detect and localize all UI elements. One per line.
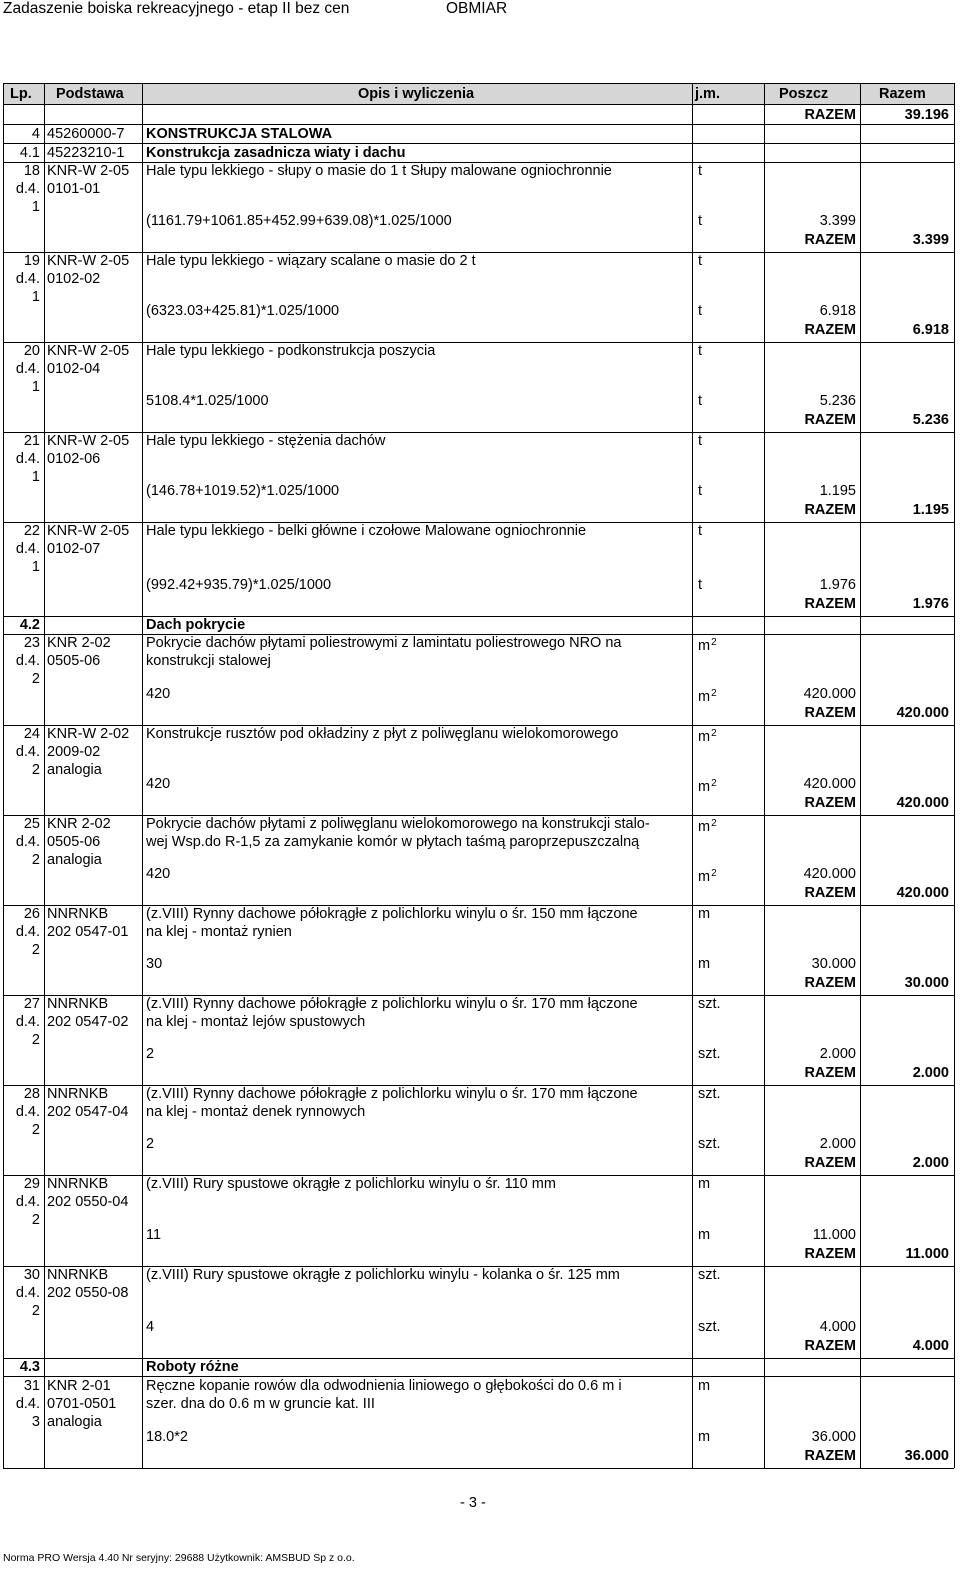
item-basis: KNR 2-01: [47, 1378, 111, 1394]
item-basis: KNR-W 2-02: [47, 726, 130, 742]
item-quantity: 420.000: [803, 776, 856, 792]
top-razem-label: RAZEM: [804, 107, 856, 123]
item-unit: $m^2$: [698, 728, 717, 745]
item-description: Pokrycie dachów płytami poliestrowymi z lamintatu poliestrowego NRO na: [146, 635, 622, 651]
item-number: 27: [23, 996, 40, 1012]
column-header-opis: Opis i wyliczenia: [358, 86, 475, 102]
item-basis: NNRNKB: [47, 1267, 109, 1283]
row-divider: [3, 1468, 954, 1469]
item-number: 24: [23, 726, 40, 742]
item-basis: KNR-W 2-05: [47, 343, 130, 359]
item-quantity: 6.918: [819, 303, 856, 319]
item-number: 28: [23, 1086, 40, 1102]
item-calc-unit: $m^2$: [698, 868, 717, 885]
item-prefix: d.4.: [15, 834, 40, 850]
item-quantity: 1.976: [819, 577, 856, 593]
item-suffix: 2: [31, 762, 40, 778]
column-divider: [3, 83, 4, 1468]
item-quantity: 3.399: [819, 213, 856, 229]
item-basis-code: 0505-06: [47, 653, 101, 669]
item-basis-note: analogia: [47, 762, 102, 778]
column-header-jm: j.m.: [695, 86, 720, 102]
razem-value: 30.000: [904, 975, 949, 991]
item-calculation: 18.0*2: [146, 1429, 188, 1445]
row-divider: [3, 616, 954, 617]
item-basis: NNRNKB: [47, 1176, 109, 1192]
item-basis: KNR-W 2-05: [47, 163, 130, 179]
razem-value: 2.000: [912, 1155, 949, 1171]
item-number: 29: [23, 1176, 40, 1192]
column-header-poszcz: Poszcz: [779, 86, 829, 102]
section-number: 4: [31, 126, 40, 142]
item-unit: t: [698, 523, 703, 539]
item-unit: m: [698, 906, 711, 922]
item-description-cont: na klej - montaż denek rynnowych: [146, 1104, 366, 1120]
document-title: Zadaszenie boiska rekreacyjnego - etap II bez cen: [3, 0, 350, 17]
item-suffix: 2: [31, 942, 40, 958]
item-description: Hale typu lekkiego - słupy o masie do 1 t Słupy malowane ogniochronnie: [146, 163, 612, 179]
razem-value: 420.000: [896, 705, 949, 721]
column-divider: [142, 83, 143, 1468]
razem-label: RAZEM: [804, 885, 856, 901]
item-unit: m: [698, 1378, 711, 1394]
razem-label: RAZEM: [804, 1155, 856, 1171]
razem-label: RAZEM: [804, 502, 856, 518]
item-description: (z.VIII) Rynny dachowe półokrągłe z polichlorku winylu o śr. 170 mm łączone: [146, 996, 638, 1012]
razem-label: RAZEM: [804, 596, 856, 612]
item-quantity: 2.000: [819, 1046, 856, 1062]
razem-value: 5.236: [912, 412, 949, 428]
item-basis: KNR-W 2-05: [47, 523, 130, 539]
item-basis-code: 0102-04: [47, 361, 101, 377]
item-unit: szt.: [698, 1267, 721, 1283]
item-calculation: 420: [146, 776, 171, 792]
razem-label: RAZEM: [804, 412, 856, 428]
item-suffix: 1: [31, 379, 40, 395]
item-calculation: (146.78+1019.52)*1.025/1000: [146, 483, 340, 499]
razem-label: RAZEM: [804, 795, 856, 811]
page-number: - 3 -: [460, 1495, 486, 1511]
item-number: 18: [23, 163, 40, 179]
item-calc-unit: szt.: [698, 1319, 721, 1335]
item-description-cont: konstrukcji stalowej: [146, 653, 271, 669]
item-calc-unit: m: [698, 1227, 711, 1243]
razem-value: 36.000: [904, 1448, 949, 1464]
item-basis: KNR-W 2-05: [47, 253, 130, 269]
item-prefix: d.4.: [15, 924, 40, 940]
item-calc-unit: szt.: [698, 1046, 721, 1062]
item-calc-unit: t: [698, 483, 703, 499]
item-unit: t: [698, 253, 703, 269]
item-description-cont: wej Wsp.do R-1,5 za zamykanie komór w płytach taśmą paroprzepuszczalną: [146, 834, 640, 850]
item-quantity: 30.000: [811, 956, 856, 972]
section-number: 4.1: [19, 145, 40, 161]
item-suffix: 2: [31, 1122, 40, 1138]
item-calculation: 2: [146, 1046, 155, 1062]
item-unit: t: [698, 433, 703, 449]
section-code: 45260000-7: [47, 126, 125, 142]
item-prefix: d.4.: [15, 181, 40, 197]
app-name: OBMIAR: [446, 0, 508, 17]
item-description: Hale typu lekkiego - belki główne i czołowe Malowane ogniochronnie: [146, 523, 587, 539]
item-basis-code: 2009-02: [47, 744, 101, 760]
item-description: Konstrukcje rusztów pod okładziny z płyt z poliwęglanu wielokomorowego: [146, 726, 619, 742]
top-razem-value: 39.196: [904, 107, 949, 123]
item-unit: szt.: [698, 996, 721, 1012]
item-calc-unit: t: [698, 303, 703, 319]
item-basis: KNR-W 2-05: [47, 433, 130, 449]
row-divider: [3, 83, 954, 84]
item-suffix: 2: [31, 1303, 40, 1319]
item-suffix: 3: [31, 1414, 40, 1430]
item-suffix: 1: [31, 469, 40, 485]
item-basis: NNRNKB: [47, 1086, 109, 1102]
item-description: (z.VIII) Rynny dachowe półokrągłe z polichlorku winylu o śr. 170 mm łączone: [146, 1086, 638, 1102]
item-prefix: d.4.: [15, 653, 40, 669]
item-basis-note: analogia: [47, 852, 102, 868]
item-description: (z.VIII) Rury spustowe okrągłe z polichlorku winylu - kolanka o śr. 125 mm: [146, 1267, 620, 1283]
section-title: KONSTRUKCJA STALOWA: [146, 126, 333, 142]
unit-exponent: 2: [711, 728, 717, 739]
razem-label: RAZEM: [804, 1448, 856, 1464]
item-description: Pokrycie dachów płytami z poliwęglanu wielokomorowego na konstrukcji stalo-: [146, 816, 650, 832]
razem-label: RAZEM: [804, 705, 856, 721]
item-basis: NNRNKB: [47, 996, 109, 1012]
item-prefix: d.4.: [15, 361, 40, 377]
section-title: Dach pokrycie: [146, 617, 246, 633]
item-calc-unit: szt.: [698, 1136, 721, 1152]
item-basis-code: 0101-01: [47, 181, 101, 197]
item-calculation: (992.42+935.79)*1.025/1000: [146, 577, 332, 593]
item-calc-unit: $m^2$: [698, 688, 717, 705]
item-prefix: d.4.: [15, 1194, 40, 1210]
item-basis-code: 202 0550-04: [47, 1194, 129, 1210]
item-description-cont: na klej - montaż rynien: [146, 924, 292, 940]
item-number: 19: [23, 253, 40, 269]
razem-label: RAZEM: [804, 1338, 856, 1354]
item-number: 20: [23, 343, 40, 359]
razem-value: 3.399: [912, 232, 949, 248]
item-unit: t: [698, 343, 703, 359]
item-basis-code: 202 0547-01: [47, 924, 129, 940]
item-prefix: d.4.: [15, 1104, 40, 1120]
item-description: (z.VIII) Rury spustowe okrągłe z polichlorku winylu o śr. 110 mm: [146, 1176, 556, 1192]
item-basis-code: 202 0550-08: [47, 1285, 129, 1301]
item-basis-code: 202 0547-04: [47, 1104, 129, 1120]
razem-value: 2.000: [912, 1065, 949, 1081]
column-divider: [692, 83, 693, 1468]
razem-label: RAZEM: [804, 1246, 856, 1262]
item-calc-unit: t: [698, 213, 703, 229]
razem-value: 420.000: [896, 885, 949, 901]
item-unit: $m^2$: [698, 637, 717, 654]
column-header-lp: Lp.: [10, 86, 32, 102]
item-prefix: d.4.: [15, 271, 40, 287]
item-basis-code: 202 0547-02: [47, 1014, 129, 1030]
item-basis-code: 0701-0501: [47, 1396, 117, 1412]
unit-exponent: 2: [711, 688, 717, 699]
item-calculation: 420: [146, 686, 171, 702]
razem-value: 420.000: [896, 795, 949, 811]
item-prefix: d.4.: [15, 1396, 40, 1412]
razem-value: 1.195: [912, 502, 949, 518]
item-basis-code: 0102-06: [47, 451, 101, 467]
section-number: 4.2: [19, 617, 40, 633]
item-basis-code: 0102-02: [47, 271, 101, 287]
unit-exponent: 2: [711, 818, 717, 829]
item-description: Hale typu lekkiego - wiązary scalane o masie do 2 t: [146, 253, 476, 269]
item-quantity: 2.000: [819, 1136, 856, 1152]
item-basis-note: analogia: [47, 1414, 102, 1430]
razem-value: 6.918: [912, 322, 949, 338]
item-suffix: 1: [31, 559, 40, 575]
item-calc-unit: $m^2$: [698, 778, 717, 795]
item-suffix: 2: [31, 852, 40, 868]
item-calc-unit: m: [698, 1429, 711, 1445]
item-quantity: 420.000: [803, 866, 856, 882]
item-basis: KNR 2-02: [47, 635, 111, 651]
column-header-razem: Razem: [879, 86, 926, 102]
section-title: Konstrukcja zasadnicza wiaty i dachu: [146, 145, 406, 161]
item-description: Ręczne kopanie rowów dla odwodnienia liniowego o głębokości do 0.6 m i: [146, 1378, 622, 1394]
column-header-podstawa: Podstawa: [56, 86, 124, 102]
razem-label: RAZEM: [804, 322, 856, 338]
item-unit: $m^2$: [698, 818, 717, 835]
item-number: 31: [23, 1378, 40, 1394]
item-quantity: 36.000: [811, 1429, 856, 1445]
item-basis: KNR 2-02: [47, 816, 111, 832]
item-number: 23: [23, 635, 40, 651]
item-basis-code: 0102-07: [47, 541, 101, 557]
column-divider: [954, 83, 955, 1468]
item-basis-code: 0505-06: [47, 834, 101, 850]
item-suffix: 2: [31, 1032, 40, 1048]
item-calculation: (6323.03+425.81)*1.025/1000: [146, 303, 340, 319]
item-prefix: d.4.: [15, 541, 40, 557]
razem-label: RAZEM: [804, 232, 856, 248]
column-divider: [860, 83, 861, 1468]
item-calculation: 5108.4*1.025/1000: [146, 393, 269, 409]
item-basis: NNRNKB: [47, 906, 109, 922]
razem-label: RAZEM: [804, 975, 856, 991]
section-number: 4.3: [19, 1359, 40, 1375]
item-number: 26: [23, 906, 40, 922]
item-calculation: 4: [146, 1319, 155, 1335]
item-unit: m: [698, 1176, 711, 1192]
item-calc-unit: t: [698, 393, 703, 409]
column-divider: [44, 83, 45, 1468]
item-prefix: d.4.: [15, 1285, 40, 1301]
item-quantity: 5.236: [819, 393, 856, 409]
software-note: Norma PRO Wersja 4.40 Nr seryjny: 29688 Użytkownik: AMSBUD Sp z o.o.: [3, 1552, 355, 1564]
item-prefix: d.4.: [15, 451, 40, 467]
item-calc-unit: m: [698, 956, 711, 972]
unit-exponent: 2: [711, 778, 717, 789]
razem-value: 4.000: [912, 1338, 949, 1354]
item-description: Hale typu lekkiego - podkonstrukcja poszycia: [146, 343, 436, 359]
item-prefix: d.4.: [15, 1014, 40, 1030]
item-suffix: 1: [31, 199, 40, 215]
item-suffix: 1: [31, 289, 40, 305]
item-calculation: 2: [146, 1136, 155, 1152]
item-quantity: 420.000: [803, 686, 856, 702]
item-description-cont: szer. dna do 0.6 m w gruncie kat. III: [146, 1396, 375, 1412]
item-quantity: 1.195: [819, 483, 856, 499]
item-unit: t: [698, 163, 703, 179]
section-title: Roboty różne: [146, 1359, 239, 1375]
item-number: 21: [23, 433, 40, 449]
razem-value: 1.976: [912, 596, 949, 612]
item-prefix: d.4.: [15, 744, 40, 760]
item-calculation: (1161.79+1061.85+452.99+639.08)*1.025/1000: [146, 213, 452, 229]
unit-exponent: 2: [711, 637, 717, 648]
item-suffix: 2: [31, 1212, 40, 1228]
item-calc-unit: t: [698, 577, 703, 593]
item-calculation: 420: [146, 866, 171, 882]
row-divider: [3, 1358, 954, 1359]
item-calculation: 30: [146, 956, 163, 972]
section-code: 45223210-1: [47, 145, 125, 161]
item-description-cont: na klej - montaż lejów spustowych: [146, 1014, 366, 1030]
row-divider: [3, 104, 954, 105]
item-number: 30: [23, 1267, 40, 1283]
item-suffix: 2: [31, 671, 40, 687]
item-description: Hale typu lekkiego - stężenia dachów: [146, 433, 386, 449]
razem-value: 11.000: [905, 1246, 949, 1262]
item-calculation: 11: [146, 1227, 162, 1243]
razem-label: RAZEM: [804, 1065, 856, 1081]
item-quantity: 11.000: [812, 1227, 856, 1243]
item-number: 22: [23, 523, 40, 539]
unit-exponent: 2: [711, 868, 717, 879]
item-number: 25: [23, 816, 40, 832]
item-description: (z.VIII) Rynny dachowe półokrągłe z polichlorku winylu o śr. 150 mm łączone: [146, 906, 638, 922]
item-quantity: 4.000: [819, 1319, 856, 1335]
item-unit: szt.: [698, 1086, 721, 1102]
